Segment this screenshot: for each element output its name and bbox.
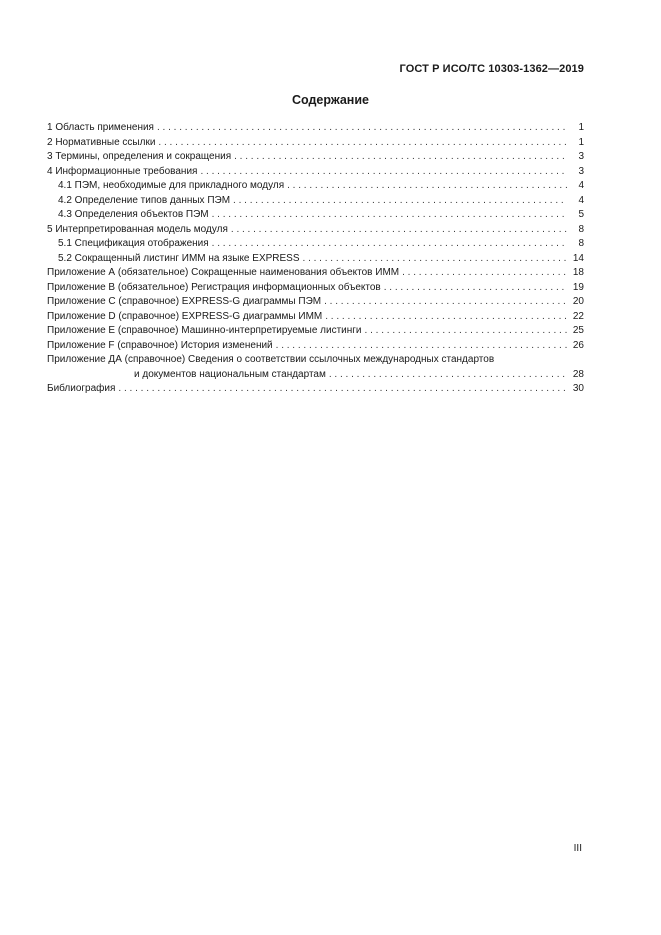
toc-entry-label: 5 Интерпретированная модель модуля xyxy=(47,223,228,235)
toc-leader-dots xyxy=(212,209,567,220)
toc-leader-dots xyxy=(118,383,567,394)
toc-entry-page: 18 xyxy=(572,267,584,278)
toc-entry-label-continued: и документов национальным стандартам xyxy=(134,368,326,380)
toc-entry-label: Библиография xyxy=(47,383,116,394)
toc-entry-page: 25 xyxy=(572,325,584,336)
toc-entry-page: 30 xyxy=(572,383,584,394)
toc-entry-label: Приложение В (обязательное) Регистрация информационных объектов xyxy=(47,281,381,293)
toc-leader-dots xyxy=(212,238,567,249)
toc-subentry[interactable] xyxy=(47,180,584,195)
toc-entry-label: 4.1 ПЭМ, необходимые для прикладного модуля xyxy=(58,180,285,191)
toc-entry-label: Приложение Е (справочное) Машинно-интерпретируемые листинги xyxy=(47,325,362,336)
toc-annex-entry[interactable] xyxy=(47,340,584,355)
toc-leader-dots xyxy=(158,137,567,148)
toc-entry-page: 22 xyxy=(572,310,584,322)
toc-leader-dots xyxy=(234,151,567,162)
page-number: III xyxy=(573,843,582,854)
toc-entry-page: 1 xyxy=(578,136,584,148)
toc-entry-label: 4.2 Определение типов данных ПЭМ xyxy=(58,194,231,206)
toc-subentry[interactable] xyxy=(47,195,584,210)
toc-entry-label: Приложение ДА (справочное) Сведения о соответствии ссылочных международных стандартов xyxy=(47,354,495,365)
toc-entry-page: 5 xyxy=(578,209,584,220)
toc-leader-dots xyxy=(287,180,567,191)
toc-entry-label: 5.1 Спецификация отображения xyxy=(58,238,209,249)
toc-leader-dots xyxy=(200,166,567,177)
toc-entry[interactable] xyxy=(47,137,584,152)
toc-leader-dots xyxy=(303,253,567,264)
toc-entry[interactable] xyxy=(47,151,584,166)
toc-annex-entry[interactable] xyxy=(47,325,584,340)
toc-leader-dots xyxy=(329,369,567,380)
toc-entry-page: 8 xyxy=(578,238,584,249)
toc-leader-dots xyxy=(157,122,567,133)
toc-subentry[interactable] xyxy=(47,253,584,268)
toc-entry[interactable] xyxy=(47,224,584,239)
toc-entry-page: 8 xyxy=(578,223,584,235)
toc-leader-dots xyxy=(384,282,567,293)
toc-entry-label: 5.2 Сокращенный листинг ИММ на языке EXPRESS xyxy=(58,252,300,264)
toc-entry-page: 14 xyxy=(572,252,584,264)
toc-entry-label: Приложение D (справочное) EXPRESS-G диаграммы ИММ xyxy=(47,310,323,322)
toc-entry-page: 20 xyxy=(572,296,584,307)
toc-entry-page: 19 xyxy=(572,281,584,293)
toc-subentry[interactable] xyxy=(47,209,584,224)
toc-leader-dots xyxy=(231,224,567,235)
toc-annex-entry[interactable] xyxy=(47,267,584,282)
toc-entry-label: 3 Термины, определения и сокращения xyxy=(47,151,232,162)
toc-leader-dots xyxy=(365,325,567,336)
toc-entry-page: 3 xyxy=(578,165,584,177)
toc-entry-line xyxy=(47,369,584,384)
toc-annex-entry[interactable] xyxy=(47,282,584,297)
toc-entry-label: Приложение А (обязательное) Сокращенные наименования объектов ИММ xyxy=(47,267,400,278)
toc-annex-entry[interactable] xyxy=(47,296,584,311)
toc-annex-entry-multiline[interactable] xyxy=(47,354,584,383)
toc-entry[interactable] xyxy=(47,122,584,137)
toc-bibliography-entry[interactable] xyxy=(47,383,584,398)
toc-leader-dots xyxy=(276,340,567,351)
toc-entry-label: 4.3 Определения объектов ПЭМ xyxy=(58,209,209,220)
toc-leader-dots xyxy=(324,296,567,307)
toc-entry-page: 26 xyxy=(572,339,584,351)
toc-annex-entry[interactable] xyxy=(47,311,584,326)
toc-entry-page: 28 xyxy=(572,368,584,380)
toc-entry-page: 4 xyxy=(578,194,584,206)
toc-leader-dots xyxy=(402,267,567,278)
table-of-contents xyxy=(47,122,584,398)
document-header-id: ГОСТ Р ИСО/ТС 10303-1362—2019 xyxy=(399,63,584,75)
toc-entry[interactable] xyxy=(47,166,584,181)
toc-entry-line xyxy=(47,354,584,369)
toc-leader-dots xyxy=(325,311,567,322)
toc-entry-label: Приложение С (справочное) EXPRESS-G диаграммы ПЭМ xyxy=(47,296,322,307)
toc-entry-label: 1 Область применения xyxy=(47,122,154,133)
toc-entry-page: 1 xyxy=(578,122,584,133)
toc-entry-label: 2 Нормативные ссылки xyxy=(47,136,156,148)
toc-leader-dots xyxy=(233,195,567,206)
toc-entry-label: Приложение F (справочное) История изменений xyxy=(47,339,273,351)
toc-entry-label: 4 Информационные требования xyxy=(47,165,198,177)
toc-subentry[interactable] xyxy=(47,238,584,253)
toc-entry-page: 3 xyxy=(578,151,584,162)
page-title: Содержание xyxy=(291,93,369,107)
toc-entry-page: 4 xyxy=(578,180,584,191)
